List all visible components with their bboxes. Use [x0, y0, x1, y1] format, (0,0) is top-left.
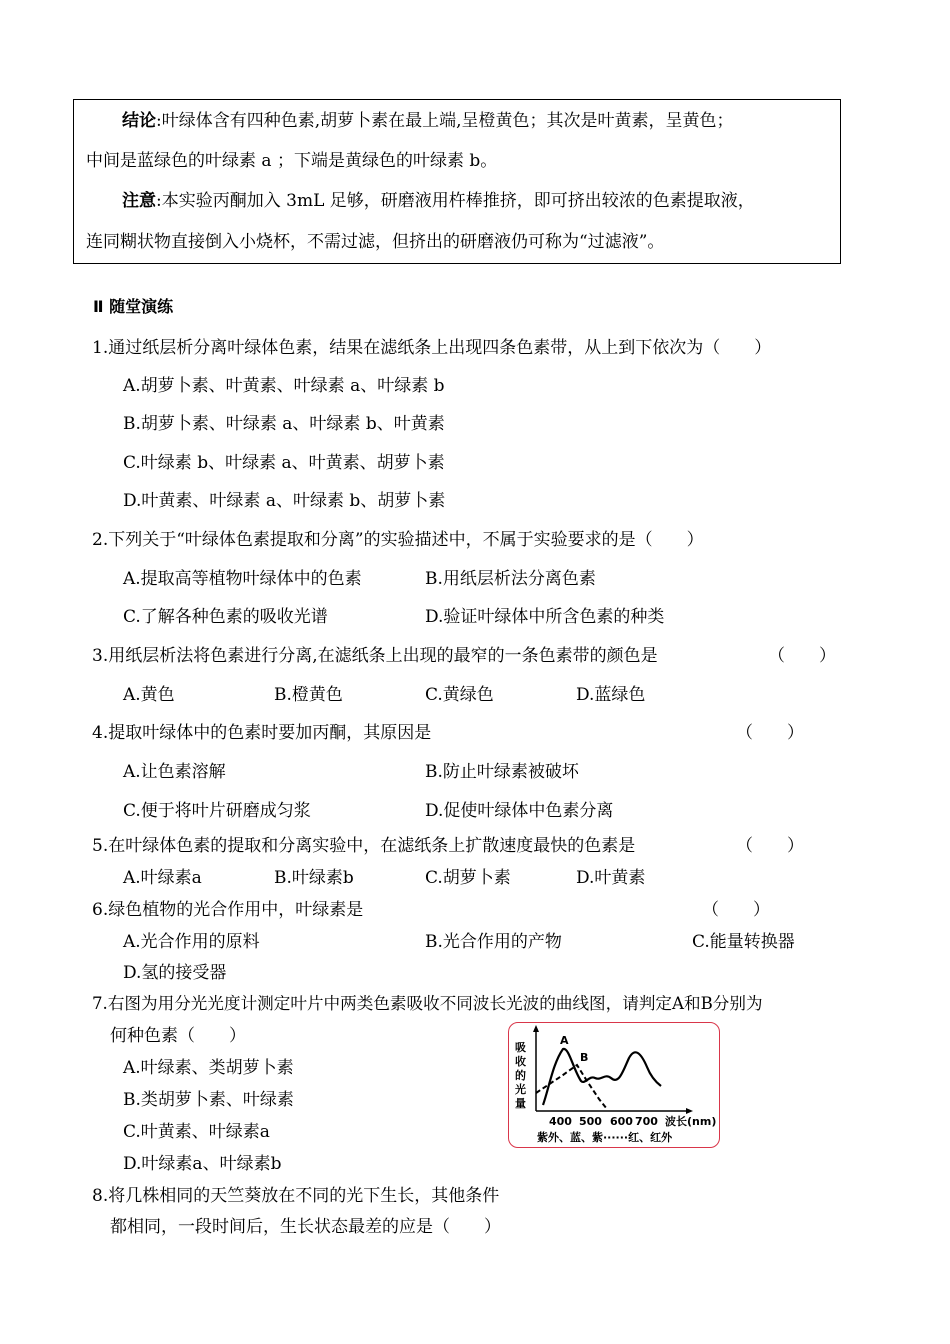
question-1-option-a: A.胡萝卜素、叶黄素、叶绿素 a、叶绿素 b: [123, 376, 445, 396]
conclusion-label: 结论: [122, 111, 156, 131]
absorption-spectrum-figure: [508, 1022, 720, 1148]
ylabel-char-5: 量: [515, 1097, 526, 1110]
conclusion-line-1: [122, 106, 734, 131]
note-text: :本实验丙酮加入 3mL 足够，研磨液用杵棒推挤，即可挤出较浓的色素提取液，: [156, 191, 755, 211]
question-7-option-c: C.叶黄素、叶绿素a: [123, 1122, 270, 1142]
question-4-option-d: D.促使叶绿体中色素分离: [425, 801, 614, 821]
question-4-stem: 4.提取叶绿体中的色素时要加丙酮，其原因是: [92, 723, 432, 743]
question-6-option-a: A.光合作用的原料: [123, 932, 260, 952]
question-5-option-a: A.叶绿素a: [123, 868, 202, 888]
question-6-stem: 6.绿色植物的光合作用中，叶绿素是: [92, 900, 364, 920]
conclusion-box: [73, 99, 841, 264]
ylabel-char-4: 光: [515, 1083, 526, 1096]
question-1-option-c: C.叶绿素 b、叶绿素 a、叶黄素、胡萝卜素: [123, 453, 445, 473]
note-line-1: [122, 186, 755, 211]
question-8-stem-line-2: 都相同，一段时间后，生长状态最差的应是（ ）: [110, 1217, 501, 1237]
question-6-paren: （ ）: [702, 900, 770, 920]
question-3-option-c: C.黄绿色: [425, 685, 494, 705]
question-7-option-b: B.类胡萝卜素、叶绿素: [123, 1090, 294, 1110]
question-5-stem: 5.在叶绿体色素的提取和分离实验中，在滤纸条上扩散速度最快的色素是: [92, 836, 636, 856]
conclusion-line-2: 中间是蓝绿色的叶绿素 a ；下端是黄绿色的叶绿素 b。: [86, 151, 498, 171]
question-3-option-d: D.蓝绿色: [576, 685, 646, 705]
question-2-option-a: A.提取高等植物叶绿体中的色素: [123, 569, 362, 589]
x-tick-500: 500: [579, 1115, 602, 1128]
question-5-option-c: C.胡萝卜素: [425, 868, 511, 888]
question-5-paren: （ ）: [736, 836, 804, 856]
question-4-paren: （ ）: [736, 723, 804, 743]
x-tick-600: 600: [610, 1115, 633, 1128]
question-7-stem-line-1: 7.右图为用分光光度计测定叶片中两类色素吸收不同波长光波的曲线图，请判定A和B分别为: [92, 994, 763, 1013]
question-4-option-a: A.让色素溶解: [123, 762, 226, 782]
curve-b: [536, 1065, 607, 1109]
ylabel-char-3: 的: [515, 1069, 526, 1082]
question-7-option-d: D.叶绿素a、叶绿素b: [123, 1154, 282, 1174]
x-axis-label: 波长(nm): [665, 1115, 717, 1128]
ylabel-char-2: 收: [515, 1055, 526, 1068]
question-7-stem-line-2: 何种色素（ ）: [110, 1026, 246, 1046]
question-4-option-c: C.便于将叶片研磨成匀浆: [123, 801, 311, 821]
absorption-spectrum-graph: [509, 1023, 721, 1149]
x-tick-700: 700: [635, 1115, 658, 1128]
y-axis-arrow: [533, 1025, 539, 1032]
x-axis-arrow: [686, 1108, 693, 1114]
x-tick-400: 400: [549, 1115, 572, 1128]
curve-a-label: A: [560, 1034, 569, 1047]
spectrum-caption: 紫外、蓝、紫······红、红外: [537, 1131, 673, 1144]
question-2-option-b: B.用纸层析法分离色素: [425, 569, 596, 589]
question-7-option-a: A.叶绿素、类胡萝卜素: [123, 1058, 294, 1078]
question-2-option-d: D.验证叶绿体中所含色素的种类: [425, 607, 665, 627]
question-2-stem: 2.下列关于“叶绿体色素提取和分离”的实验描述中，不属于实验要求的是（ ）: [92, 530, 704, 550]
section-title: Ⅱ 随堂演练: [93, 297, 174, 316]
question-1-option-b: B.胡萝卜素、叶绿素 a、叶绿素 b、叶黄素: [123, 414, 445, 434]
question-6-option-c: C.能量转换器: [692, 932, 795, 952]
question-3-option-a: A.黄色: [123, 685, 175, 705]
ylabel-char-1: 吸: [515, 1041, 526, 1054]
question-5-option-b: B.叶绿素b: [274, 868, 354, 888]
question-1-option-d: D.叶黄素、叶绿素 a、叶绿素 b、胡萝卜素: [123, 491, 446, 511]
question-1-stem: 1.通过纸层析分离叶绿体色素，结果在滤纸条上出现四条色素带，从上到下依次为（ ）: [92, 338, 772, 358]
question-3-stem: 3.用纸层析法将色素进行分离,在滤纸条上出现的最窄的一条色素带的颜色是: [92, 646, 658, 666]
question-3-option-b: B.橙黄色: [274, 685, 343, 705]
curve-a: [543, 1049, 661, 1105]
curve-b-label: B: [580, 1051, 589, 1064]
conclusion-text: :叶绿体含有四种色素,胡萝卜素在最上端,呈橙黄色；其次是叶黄素，呈黄色；: [156, 111, 734, 131]
question-8-stem-line-1: 8.将几株相同的天竺葵放在不同的光下生长，其他条件: [92, 1186, 500, 1206]
question-3-paren: （ ）: [768, 646, 836, 666]
note-label: 注意: [122, 191, 156, 211]
note-line-2: 连同糊状物直接倒入小烧杯，不需过滤，但挤出的研磨液仍可称为“过滤液”。: [86, 232, 665, 252]
question-6-option-d: D.氢的接受器: [123, 963, 227, 983]
question-5-option-d: D.叶黄素: [576, 868, 646, 888]
question-6-option-b: B.光合作用的产物: [425, 932, 562, 952]
question-4-option-b: B.防止叶绿素被破坏: [425, 762, 579, 782]
question-2-option-c: C.了解各种色素的吸收光谱: [123, 607, 328, 627]
